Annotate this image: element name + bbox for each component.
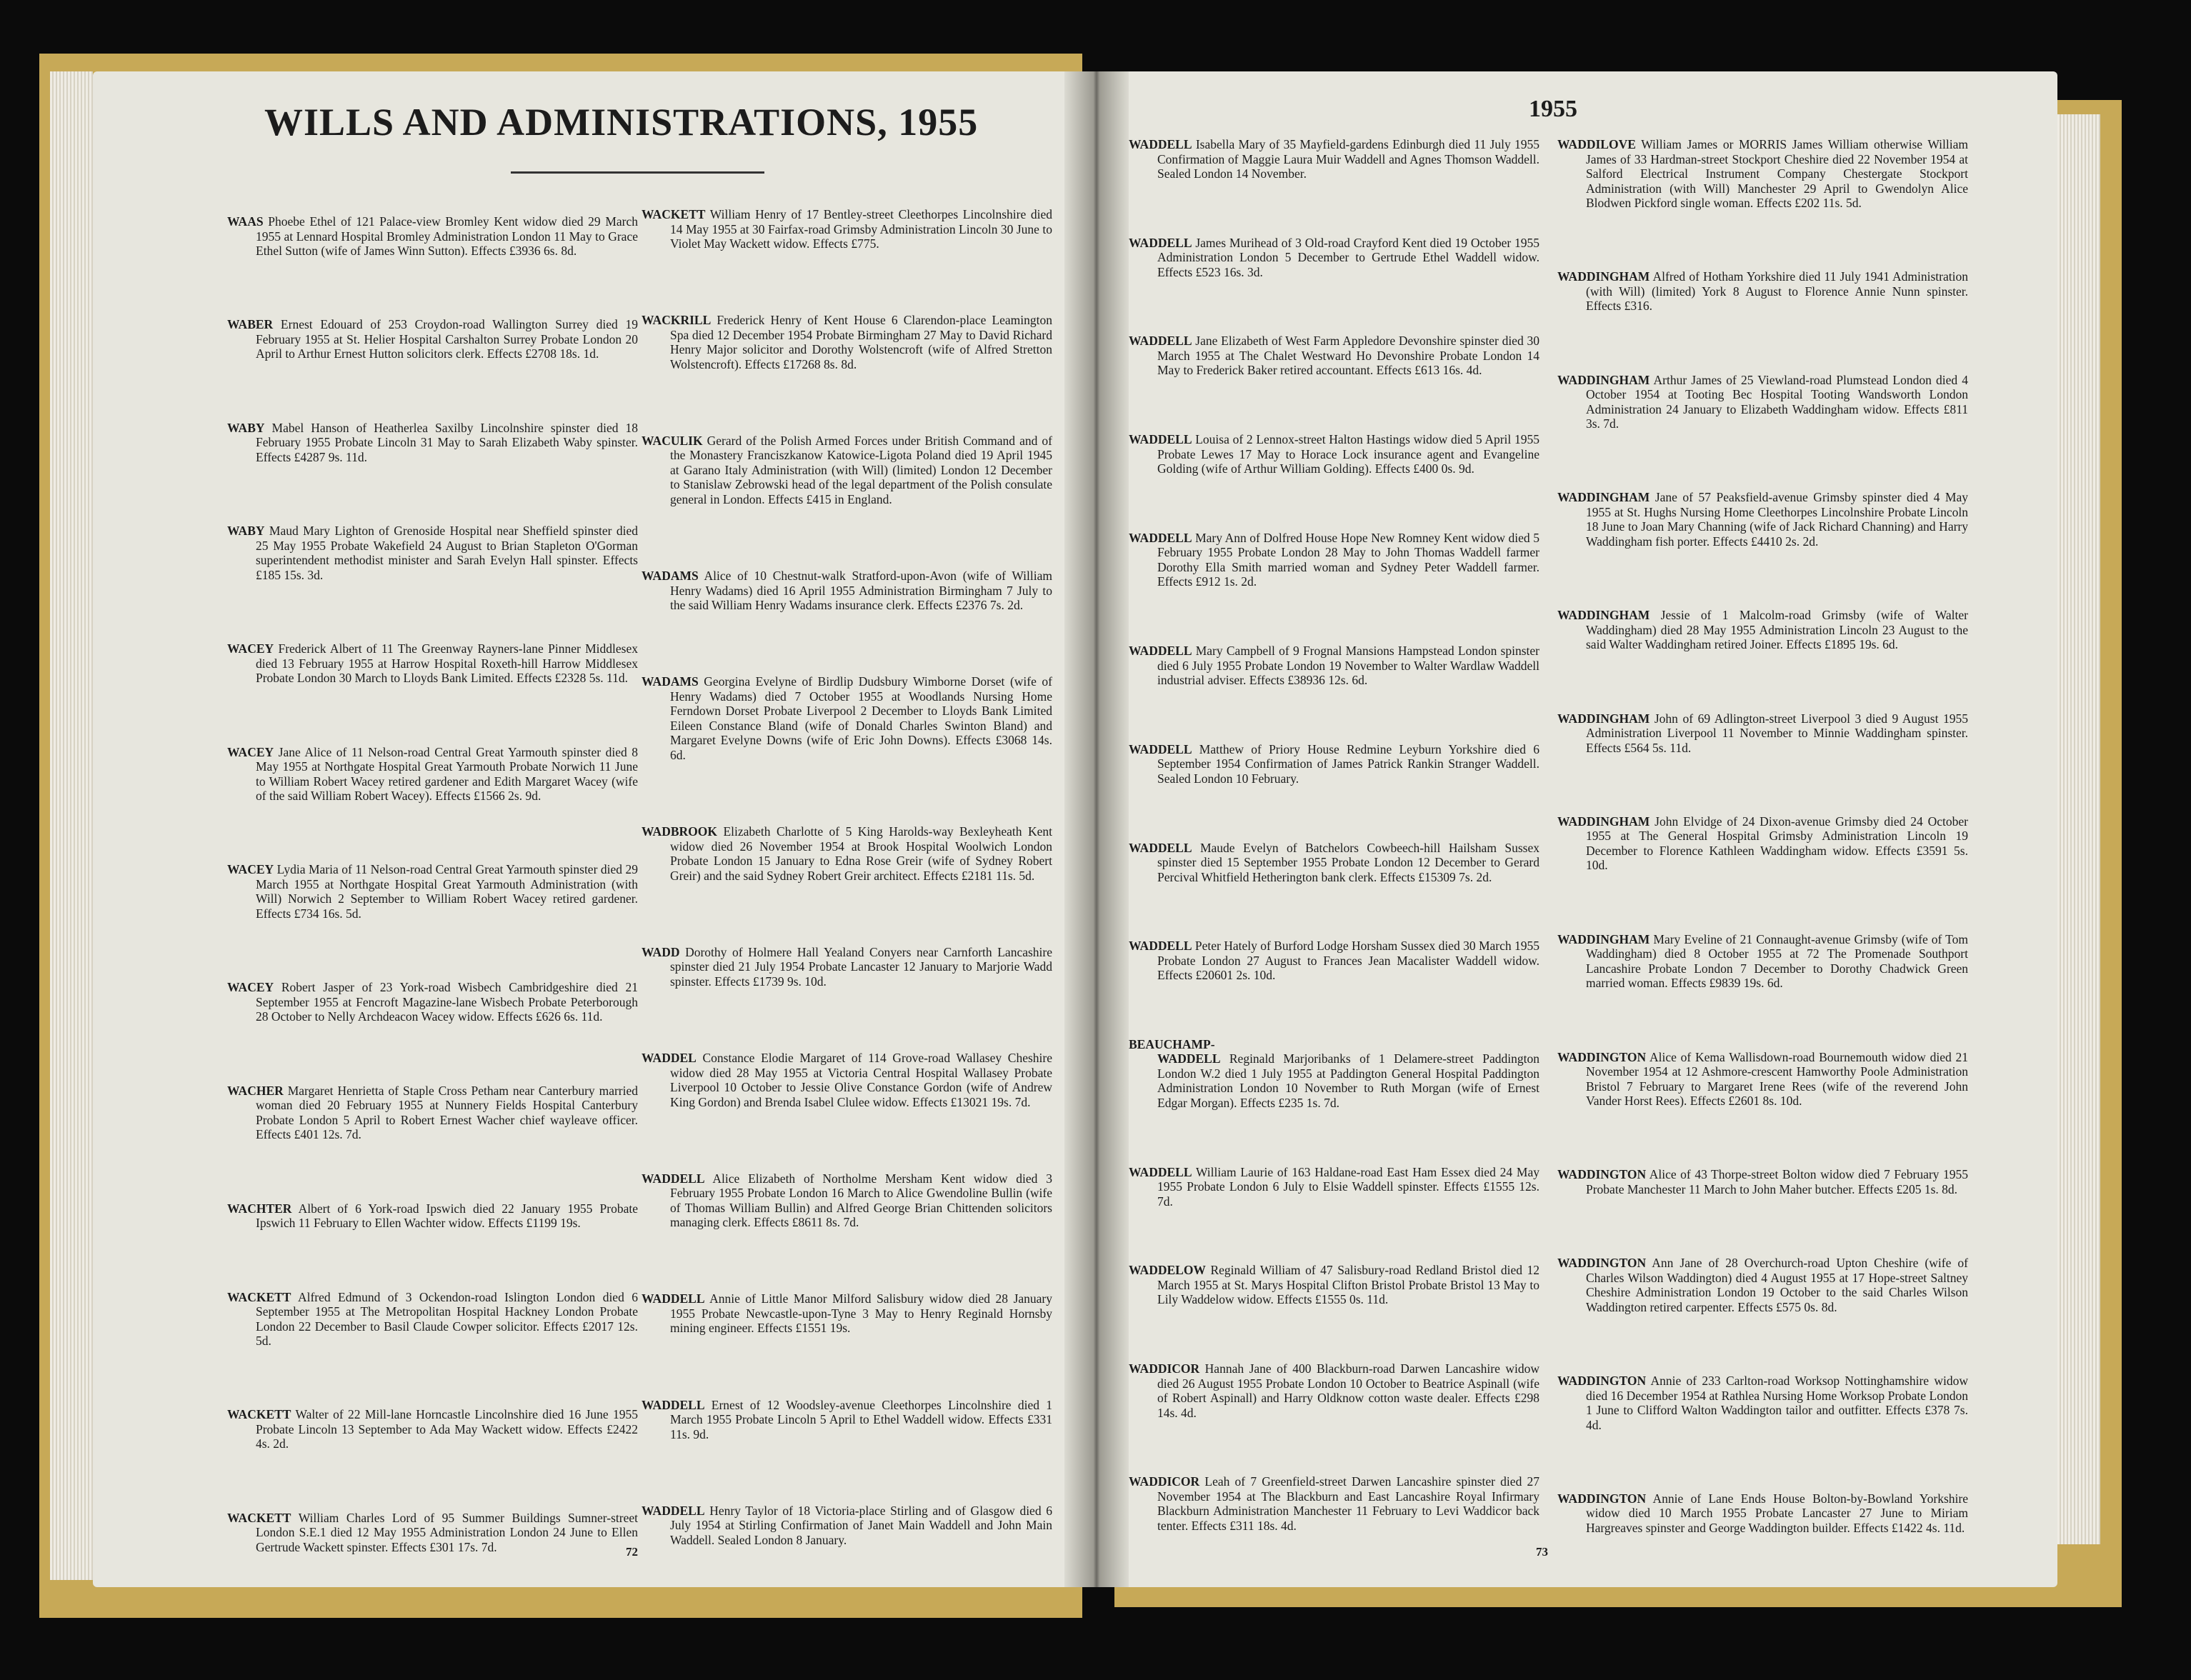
probate-entry [1557,814,1968,873]
probate-entry [1129,1474,1539,1533]
entry-text: Frederick Albert of 11 The Greenway Rayners-lane Pinner Middlesex died 13 February 1955 at Harrow Hospital Roxeth-hill Harrow Middlesex Probate London 30 March to Lloyds Bank Limited. Effects £2328 5s. 11d. [256,641,638,686]
probate-entry [1129,236,1539,280]
probate-entry [642,824,1052,883]
entry-surname: WADDELL [642,1397,705,1412]
page-number-left: 72 [626,1545,638,1559]
entry-text: Walter of 22 Mill-lane Horncastle Lincolnshire died 16 June 1955 Probate Lincoln 13 September to Ada May Wackett widow. Effects £2422 4s. 2d. [256,1407,639,1451]
probate-entry [642,434,1052,507]
heading-rule [511,171,764,174]
entry-surname: WACKETT [227,1510,291,1525]
probate-entry [1557,1491,1968,1536]
entry-text: Lydia Maria of 11 Nelson-road Central Great Yarmouth spinster died 29 March 1955 at Northgate Hospital Great Yarmouth Administration (with Will) Norwich 2 September to William Robert Wacey retired gardener. Effects £734 16s. 5d. [256,862,638,921]
entry-text: Phoebe Ethel of 121 Palace-view Bromley Kent widow died 29 March 1955 at Lennard Hospital Bromley Administration London 11 May to Grace Ethel Sutton (wife of James Winn Sutton). Effects £3936 6s. 8d. [256,214,639,258]
entry-text: Alfred of Hotham Yorkshire died 11 July 1941 Administration (with Will) (limited) York 8 August to Florence Annie Nunn spinster. Effects £316. [1586,269,1968,314]
entry-surname-prefix: BEAUCHAMP- [1129,1036,1215,1051]
entry-surname: WADAMS [642,569,699,584]
entry-surname: WADDILOVE [1557,137,1636,151]
entry-surname: WADDINGTON [1557,1491,1647,1506]
probate-entry [642,1291,1052,1336]
probate-entry [1129,137,1539,181]
probate-entry [1557,490,1968,549]
page-edges-left [50,71,93,1580]
entry-surname: WADDINGTON [1557,1049,1647,1064]
entry-text: Ernest Edouard of 253 Croydon-road Wallington Surrey died 19 February 1955 at St. Helier Hospital Carshalton Surrey Probate London 20 April to Arthur Ernest Hutton solicitors clerk. Effects £2708 18s. 1d. [256,317,639,361]
entry-surname: WADDELL [1129,741,1192,756]
probate-entry [1557,269,1968,314]
entry-surname: WADD [642,944,680,959]
book-gutter [1064,71,1129,1587]
page-edges-right [2057,114,2100,1544]
entry-surname: WADDELL [1157,1051,1221,1066]
entry-surname: WADBROOK [642,824,717,839]
probate-entry [642,945,1052,989]
probate-entry [227,214,638,259]
entry-text: Jane of 57 Peaksfield-avenue Grimsby spinster died 4 May 1955 at St. Hughs Nursing Home Cleethorpes Lincolnshire Probate Lincoln 18 June to Joan Mary Channing (wife of Jack Richard Channing) and Harry Waddingham fish porter. Effects £4410 2s. 2d. [1586,490,1968,549]
entry-text: Gerard of the Polish Armed Forces under British Command and of the Monastery Franciszkanow Katowice-Ligota Poland died 19 April 1945 at Garano Italy Administration (with Will) (limited) London 12 December to Stanislaw Zebrowski head of the legal department of the Polish consulate general in London. Effects £415 in England. [670,433,1053,506]
entry-text: Mary Ann of Dolfred House Hope New Romney Kent widow died 5 February 1955 Probate London 28 May to John Thomas Waddell farmer Dorothy Ella Smith married woman and Sydney Peter Waddell farmer. Effects £912 1s. 2d. [1157,530,1539,589]
entry-text: Annie of Lane Ends House Bolton-by-Bowland Yorkshire widow died 10 March 1955 Probate Lancaster 27 June to Miriam Hargreaves spinster and George Waddington builder. Effects £1422 4s. 11d. [1586,1491,1968,1535]
probate-entry [1557,608,1968,652]
probate-entry [642,1171,1052,1230]
entry-text: Arthur James of 25 Viewland-road Plumstead London died 4 October 1954 at Tooting Bec Hospital Tooting Wandsworth London Administration 24 January to Elizabeth Waddingham widow. Effects £811 3s. 7d. [1586,372,1968,431]
entry-surname: WADDELL [1129,840,1192,855]
entry-text: Jessie of 1 Malcolm-road Grimsby (wife of Walter Waddingham) died 28 May 1955 Administration Lincoln 23 August to the said Walter Waddingham retired Joiner. Effects £1895 19s. 6d. [1586,608,1969,652]
entry-surname: WADDELL [642,1171,705,1186]
entry-text: Henry Taylor of 18 Victoria-place Stirling and of Glasgow died 6 July 1954 at Stirling Confirmation of Janet Main Waddell and John Main Waddell. Sealed London 8 January. [670,1503,1052,1547]
probate-entry [1129,1361,1539,1420]
probate-entry [642,674,1052,762]
entry-surname: WADDINGHAM [1557,711,1650,726]
entry-surname: WADDELL [1129,235,1192,250]
entry-text: Robert Jasper of 23 York-road Wisbech Cambridgeshire died 21 September 1955 at Fencroft Magazine-lane Wisbech Probate Peterborough 28 October to Nelly Archdeacon Wacey widow. Effects £626 6s. 11d. [256,980,638,1024]
entry-text: Mary Eveline of 21 Connaught-avenue Grimsby (wife of Tom Waddingham) died 8 October 1955 at 72 The Promenade Southport Lancashire Probate London 7 December to Dorothy Chadwick Green married woman. Effects £9839 19s. 6d. [1586,931,1968,991]
entry-surname: WADDEL [642,1051,697,1066]
entry-text: Alice of 43 Thorpe-street Bolton widow died 7 February 1955 Probate Manchester 11 March to John Maher butcher. Effects £205 1s. 8d. [1586,1167,1968,1196]
entry-text: Elizabeth Charlotte of 5 King Harolds-way Bexleyheath Kent widow died 26 November 1954 at Brook Hospital Woolwich London Probate London 15 January to Edna Rose Greir (wife of Sydney Robert Greir) and the said Sydney Robert Greir architect. Effects £2181 11s. 5d. [670,824,1052,883]
entry-surname: WAAS [227,214,264,229]
entry-text: William Laurie of 163 Haldane-road East Ham Essex died 24 May 1955 Probate London 6 July to Elsie Waddell spinster. Effects £1555 12s. 7d. [1157,1164,1539,1209]
probate-entry [1129,841,1539,885]
probate-entry [642,1398,1052,1442]
entry-text: Reginald William of 47 Salisbury-road Redland Bristol died 12 March 1955 at St. Marys Hospital Clifton Bristol Probate Bristol 13 May to Lily Waddelow widow. Effects £1555 0s. 11d. [1157,1263,1540,1307]
entry-surname: WACKETT [227,1289,291,1304]
probate-entry [1129,644,1539,688]
entry-text: William Henry of 17 Bentley-street Cleethorpes Lincolnshire died 14 May 1955 at 30 Fairfax-road Grimsby Administration Lincoln 30 June to Violet May Wackett widow. Effects £775. [670,207,1053,251]
entry-text: Alice Elizabeth of Northolme Mersham Kent widow died 3 February 1955 Probate London 16 March to Alice Gwendoline Bullin (wife of Thomas William Bullin) and Alfred George Brian Chittenden solicitors managing clerk. Effects £8611 8s. 7d. [670,1171,1052,1230]
entry-surname: WADDINGHAM [1557,372,1650,387]
entry-text: John of 69 Adlington-street Liverpool 3 died 9 August 1955 Administration Liverpool 11 November to Minnie Waddingham spinster. Effects £564 5s. 11d. [1586,711,1968,755]
probate-entry [227,1407,638,1451]
entry-surname: WADDELL [642,1503,705,1518]
probate-entry [1557,711,1968,756]
entry-surname: WABY [227,420,265,435]
entry-surname: WACKETT [227,1407,291,1422]
entry-text: Alice of Kema Wallisdown-road Bournemouth widow died 21 November 1954 at 12 Ashmore-crescent Hamworthy Poole Administration Bristol 7 February to Margaret Irene Rees (wife of the reverend John Vander Horst Rees). Effects £2601 8s. 10d. [1586,1049,1968,1109]
entry-surname: WACEY [227,862,274,877]
entry-text: Annie of 233 Carlton-road Worksop Nottinghamshire widow died 16 December 1954 at Rathlea Nursing Home Worksop Probate London 1 June to Clifford Walton Waddington tailor and outfitter. Effects £378 7s. 4d. [1586,1374,1968,1432]
running-head-year: 1955 [1529,96,1577,122]
entry-text: Peter Hately of Burford Lodge Horsham Sussex died 30 March 1955 Probate London 27 August to Frances Jean Macalister Waddell widow. Effects £20601 2s. 10d. [1157,939,1539,983]
entry-surname: WADDELL [1129,1164,1192,1179]
entry-text: Alfred Edmund of 3 Ockendon-road Islington London died 6 September 1955 at The Metropolitan Hospital Hackney London Probate London 22 December to Basil Claude Cowper solicitor. Effects £2017 12s. 5d. [256,1289,638,1349]
entry-surname: WACHER [227,1083,284,1098]
probate-entry [227,641,638,686]
entry-surname: WADDICOR [1129,1474,1200,1489]
entry-surname: WACEY [227,980,274,995]
entry-surname: WACEY [227,641,274,656]
entry-text: Ernest of 12 Woodsley-avenue Cleethorpes Lincolnshire died 1 March 1955 Probate Lincoln 5 April to Ethel Waddell widow. Effects £331 11s. 9d. [670,1397,1052,1441]
right-page-column-2 [1557,137,1968,1537]
probate-entry [642,313,1052,371]
entry-surname: WADDINGHAM [1557,490,1650,505]
probate-entry [227,745,638,804]
probate-entry [1557,1167,1968,1196]
entry-text: Frederick Henry of Kent House 6 Clarendon-place Leamington Spa died 12 December 1954 Probate Birmingham 27 May to David Richard Henry Major solicitor and Dorothy Wolstencroft (wife of Alfred Stretton Wolstencroft). Effects £17268 8s. 8d. [670,313,1053,371]
probate-entry [1129,432,1539,476]
probate-entry [1129,939,1539,983]
probate-entry [227,1511,638,1555]
page-number-right: 73 [1536,1545,1548,1559]
entry-surname: WADDINGHAM [1557,814,1650,829]
entry-text: Jane Alice of 11 Nelson-road Central Great Yarmouth spinster died 8 May 1955 at Northgate Hospital Great Yarmouth Probate Norwich 11 June to William Robert Wacey retired gardener and Edith Margaret Wacey (wife of the said William Robert Wacey). Effects £1566 2s. 9d. [256,744,639,804]
entry-surname: WADDELL [1129,939,1192,954]
entry-surname: WACEY [227,744,274,759]
entry-surname: WACKETT [642,207,706,221]
probate-entry [1129,334,1539,378]
entry-text: Matthew of Priory House Redmine Leyburn Yorkshire died 6 September 1954 Confirmation of James Patrick Rankin Stranger Waddell. Sealed London 10 February. [1157,741,1539,786]
probate-entry [642,569,1052,613]
entry-text: Mary Campbell of 9 Frognal Mansions Hampstead London spinster died 6 July 1955 Probate London 19 November to Walter Wardlaw Waddell industrial adviser. Effects £38936 12s. 6d. [1157,644,1539,688]
entry-text: William James or MORRIS James William otherwise William James of 33 Hardman-street Stockport Cheshire died 22 November 1954 at Salford Electrical Instrument Company Chestergate Stockport Administration (with Will) Manchester 29 April to Gwendolyn Alice Blodwen Pickford single woman. Effects £202 11s. 5d. [1586,137,1968,210]
probate-entry [1557,1374,1968,1432]
probate-entry [1557,1050,1968,1109]
probate-entry [1129,1263,1539,1307]
entry-text: Georgina Evelyne of Birdlip Dudsbury Wimborne Dorset (wife of Henry Wadams) died 7 October 1955 at Woodlands Nursing Home Ferndown Dorset Probate Liverpool 2 December to Lloyds Bank Limited Eileen Constance Bland (wife of Donald Charles Swinton Bland) and Margaret Evelyne Downs (wife of Eric John Downs). Effects £3068 14s. 6d. [670,674,1052,762]
probate-entry [227,980,638,1024]
entry-surname: WADDINGTON [1557,1256,1647,1271]
probate-entry [1129,742,1539,786]
entry-text: Jane Elizabeth of West Farm Appledore Devonshire spinster died 30 March 1955 at The Chalet Westward Ho Devonshire Probate London 14 May to Frederick Baker retired accountant. Effects £613 16s. 4d. [1157,334,1539,378]
probate-entry [1557,373,1968,431]
entry-text: Constance Elodie Margaret of 114 Grove-road Wallasey Cheshire widow died 28 May 1955 at Victoria Central Hospital Wallasey Probate Liverpool 10 October to Jessie Olive Constance Gordon (wife of Andrew King Gordon) and Brenda Isabel Clulee widow. Effects £13021 19s. 7d. [670,1051,1052,1109]
entry-surname: WADDELL [1129,334,1192,349]
entry-surname: WADDICOR [1129,1361,1200,1376]
probate-entry [227,1201,638,1231]
entry-surname: WADDELL [1129,644,1192,659]
probate-entry [642,1051,1052,1109]
probate-entry [1129,1037,1539,1111]
entry-surname: WADAMS [642,674,699,689]
entry-text: Dorothy of Holmere Hall Yealand Conyers near Carnforth Lancashire spinster died 21 July 1954 Probate Lancaster 12 January to Marjorie Wadd spinster. Effects £1739 9s. 10d. [670,944,1052,989]
entry-surname: WADDELL [642,1291,705,1306]
entry-text: John Elvidge of 24 Dixon-avenue Grimsby died 24 October 1955 at The General Hospital Grimsby Administration Lincoln 19 December to Florence Kathleen Waddingham widow. Effects £3591 5s. 10d. [1586,814,1968,873]
entry-surname: WADDELL [1129,530,1192,545]
entry-text: Leah of 7 Greenfield-street Darwen Lancashire spinster died 27 November 1954 at The Blackburn and East Lancashire Royal Infirmary Blackburn Administration Manchester 11 February to Levi Waddicor back tenter. Effects £311 18s. 4d. [1157,1474,1540,1533]
entry-surname: WADDINGHAM [1557,269,1650,284]
entry-surname: WABY [227,524,265,539]
entry-text: Reginald Marjoribanks of 1 Delamere-street Paddington London W.2 died 1 July 1955 at Paddington General Hospital Paddington Administration London 10 November to Ruth Morgan (wife of Ernest Edgar Morgan). Effects £235 1s. 7d. [1157,1051,1539,1110]
probate-entry [642,207,1052,251]
entry-text: Ann Jane of 28 Overchurch-road Upton Cheshire (wife of Charles Wilson Waddington) died 4 August 1955 at 17 Hope-street Saltney Cheshire Administration London 19 October to the said Charles Wilson Waddington retired carpenter. Effects £575 0s. 8d. [1586,1256,1968,1314]
probate-entry [642,1504,1052,1548]
entry-text: William Charles Lord of 95 Summer Buildings Sumner-street London S.E.1 died 12 May 1955 Administration London 24 June to Ellen Gertrude Wackett spinster. Effects £301 17s. 7d. [256,1510,638,1554]
page-heading: WILLS AND ADMINISTRATIONS, 1955 [264,101,979,144]
probate-entry [1129,531,1539,589]
entry-surname: WADDINGHAM [1557,608,1650,623]
entry-surname: WACKRILL [642,313,712,328]
entry-text: James Murihead of 3 Old-road Crayford Kent died 19 October 1955 Administration London 5 December to Gertrude Ethel Waddell widow. Effects £523 16s. 3d. [1157,235,1540,279]
entry-text: Isabella Mary of 35 Mayfield-gardens Edinburgh died 11 July 1955 Confirmation of Maggie Laura Muir Waddell and Agnes Thomson Waddell. Sealed London 14 November. [1157,137,1540,181]
entry-surname: WADDINGTON [1557,1167,1647,1182]
entry-surname: WACHTER [227,1201,292,1216]
entry-text: Maude Evelyn of Batchelors Cowbeech-hill Hailsham Sussex spinster died 15 September 1955 Probate London 12 December to Gerard Percival Whitfield Hetherington bank clerk. Effects £15309 7s. 2d. [1157,840,1540,884]
right-page-column-1 [1129,137,1539,1537]
entry-text: Louisa of 2 Lennox-street Halton Hastings widow died 5 April 1955 Probate Lewes 17 May to Horace Lock insurance agent and Evangeline Golding (wife of Arthur William Golding). Effects £400 0s. 9d. [1157,432,1540,476]
entry-surname: WADDELL [1129,432,1192,447]
probate-entry [1557,932,1968,991]
entry-text: Mabel Hanson of Heatherlea Saxilby Lincolnshire spinster died 18 February 1955 Probate Lincoln 31 May to Sarah Elizabeth Waby spinster. Effects £4287 9s. 11d. [256,420,638,464]
entry-text: Maud Mary Lighton of Grenoside Hospital near Sheffield spinster died 25 May 1955 Probate Wakefield 24 August to Brian Stapleton O'Gorman superintendent methodist minister and Sarah Evelyn Hall spinster. Effects £185 15s. 3d. [256,524,638,582]
entry-surname: WABER [227,317,274,332]
probate-entry [1129,1165,1539,1209]
entry-text: Alice of 10 Chestnut-walk Stratford-upon-Avon (wife of William Henry Wadams) died 16 April 1955 Administration Birmingham 7 July to the said William Henry Wadams insurance clerk. Effects £2376 7s. 2d. [670,569,1052,613]
entry-surname: WADDELL [1129,137,1192,151]
left-page-column-2 [642,207,1052,1550]
entry-text: Margaret Henrietta of Staple Cross Petham near Canterbury married woman died 20 February 1955 at Nunnery Fields Hospital Canterbury Probate London 5 April to Robert Ernest Wacher chief wayleave officer. Effects £401 12s. 7d. [256,1083,638,1142]
probate-entry [1557,137,1968,211]
probate-entry [1557,1256,1968,1314]
probate-entry [227,862,638,921]
entry-surname: WACULIK [642,433,703,448]
entry-surname: WADDELOW [1129,1263,1206,1278]
entry-surname: WADDINGHAM [1557,931,1650,946]
probate-entry [227,1084,638,1142]
probate-entry [227,524,638,582]
left-page-column-1 [227,214,638,1557]
probate-entry [227,421,638,465]
probate-entry [227,317,638,361]
entry-surname: WADDINGTON [1557,1374,1647,1389]
entry-text: Hannah Jane of 400 Blackburn-road Darwen Lancashire widow died 26 August 1955 Probate London 10 October to Beatrice Aspinall (wife of Robert Aspinall) and Harry Oldknow cotton waste dealer. Effects £298 14s. 4d. [1157,1361,1539,1420]
entry-text: Annie of Little Manor Milford Salisbury widow died 28 January 1955 Probate Newcastle-upon-Tyne 3 May to Henry Reginald Hornsby mining engineer. Effects £1551 19s. [670,1291,1052,1336]
entry-text: Albert of 6 York-road Ipswich died 22 January 1955 Probate Ipswich 11 February to Ellen Wachter widow. Effects £1199 19s. [256,1201,639,1231]
probate-entry [227,1290,638,1349]
